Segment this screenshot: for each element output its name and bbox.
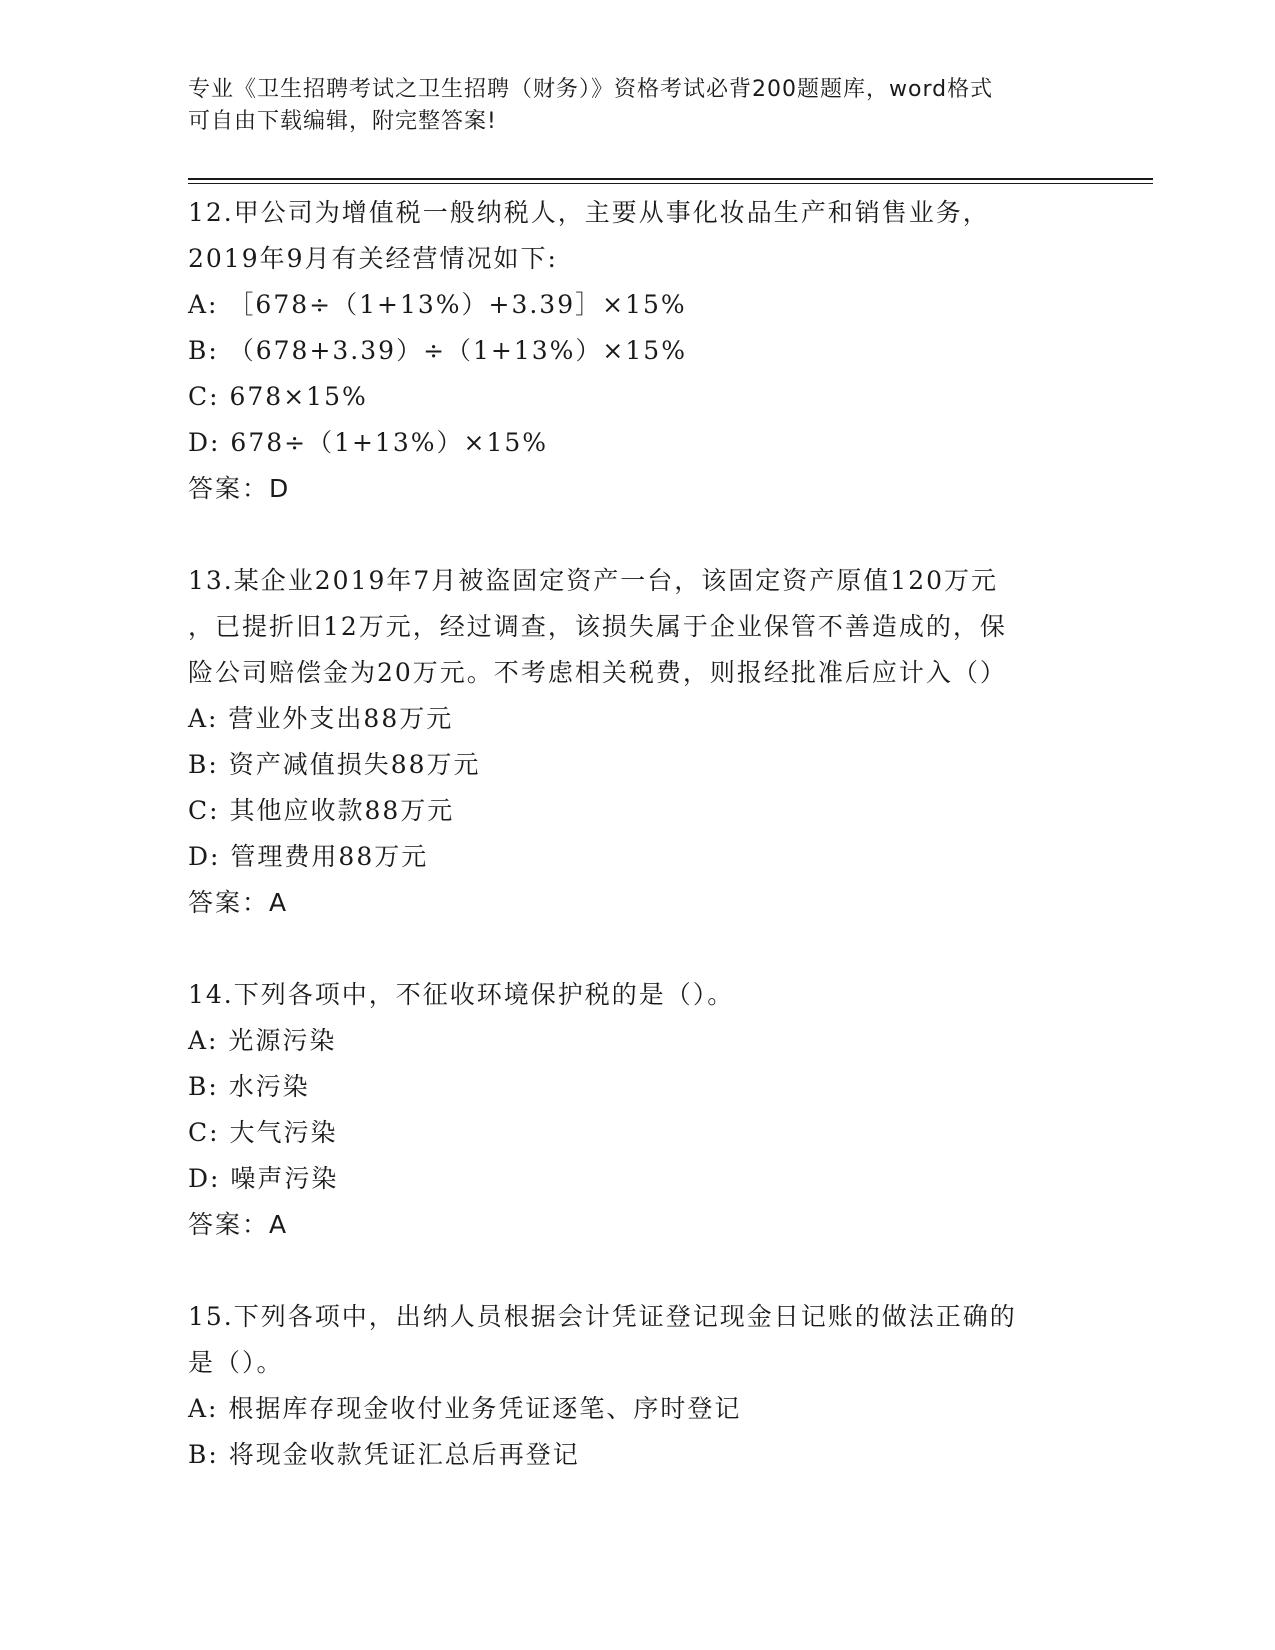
option-c: C: 678×15%: [188, 382, 368, 411]
document-header: [188, 74, 1088, 138]
option-d: D: 噪声污染: [188, 1164, 339, 1193]
answer-text: 答案：D: [188, 474, 291, 503]
question-15: [188, 1294, 1088, 1478]
option-d: D: 678÷（1+13%）×15%: [188, 428, 549, 457]
question-stem-line: 15.下列各项中，出纳人员根据会计凭证登记现金日记账的做法正确的: [188, 1302, 1017, 1331]
question-stem-line: 13.某企业2019年7月被盗固定资产一台，该固定资产原值120万元: [188, 566, 999, 595]
answer-text: 答案：A: [188, 888, 289, 917]
option-d: D: 管理费用88万元: [188, 842, 429, 871]
question-spacer: [188, 1248, 1088, 1294]
option-a: A: ［678÷（1+13%）+3.39］×15%: [188, 290, 687, 319]
question-13: [188, 558, 1088, 926]
option-b: B: （678+3.39）÷（1+13%）×15%: [188, 336, 687, 365]
option-a: A: 营业外支出88万元: [188, 704, 454, 733]
question-12: [188, 190, 1088, 512]
option-b: B: 资产减值损失88万元: [188, 750, 481, 779]
question-stem-line: 险公司赔偿金为20万元。不考虑相关税费，则报经批准后应计入（）: [188, 658, 1007, 687]
answer-text: 答案：A: [188, 1210, 289, 1239]
header-divider-thick: [188, 178, 1153, 180]
question-stem-line: 2019年9月有关经营情况如下:: [188, 244, 558, 273]
option-a: A: 根据库存现金收付业务凭证逐笔、序时登记: [188, 1394, 742, 1423]
option-a: A: 光源污染: [188, 1026, 337, 1055]
question-list: [188, 190, 1088, 1478]
question-stem-line: 14.下列各项中，不征收环境保护税的是（）。: [188, 980, 735, 1009]
question-stem-line: 是（）。: [188, 1348, 284, 1377]
question-stem-line: ，已提折旧12万元，经过调查，该损失属于企业保管不善造成的，保: [188, 612, 1007, 641]
header-title-line: 专业《卫生招聘考试之卫生招聘（财务）》资格考试必背200题题库，word格式: [188, 77, 994, 102]
option-b: B: 将现金收款凭证汇总后再登记: [188, 1440, 580, 1469]
option-c: C: 其他应收款88万元: [188, 796, 455, 825]
question-spacer: [188, 926, 1088, 972]
option-b: B: 水污染: [188, 1072, 310, 1101]
question-stem-line: 12.甲公司为增值税一般纳税人，主要从事化妆品生产和销售业务，: [188, 198, 990, 227]
option-c: C: 大气污染: [188, 1118, 338, 1147]
header-divider-thin: [188, 183, 1153, 184]
question-14: [188, 972, 1088, 1248]
question-spacer: [188, 512, 1088, 558]
header-subtitle-line: 可自由下载编辑，附完整答案!: [188, 109, 497, 134]
